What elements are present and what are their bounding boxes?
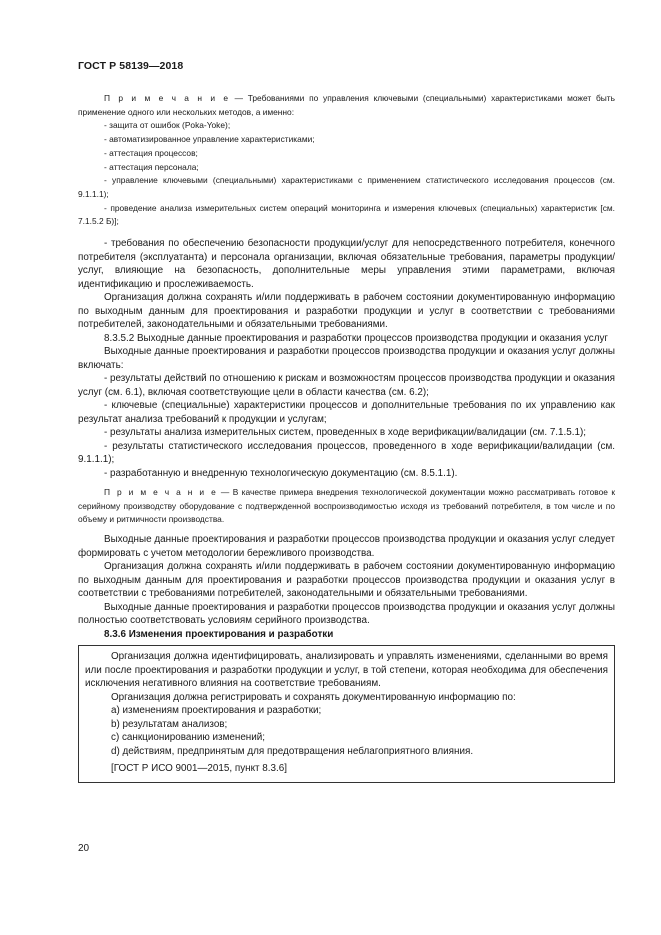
paragraph-lean-production: Выходные данные проектирования и разработки процессов производства продукции и оказания услуг следует формировать с учетом методологии бережливого производства. xyxy=(78,534,615,559)
paragraph-outputs-include: Выходные данные проектирования и разработки процессов производства продукции и оказания услуг должны включать: xyxy=(78,346,615,371)
box-list-item: с) санкционированию изменений; xyxy=(111,732,266,744)
note-1-intro xyxy=(78,92,615,119)
section-heading-8-3-6: 8.3.6 Изменения проектирования и разработки xyxy=(104,628,334,640)
iso-quote-box xyxy=(78,645,615,783)
box-paragraph-register: Организация должна регистрировать и сохранять документированную информацию по: xyxy=(111,691,516,703)
page-number: 20 xyxy=(78,843,90,854)
box-list-item: b) результатам анализов; xyxy=(111,718,228,730)
note-block-2 xyxy=(78,486,615,527)
note-block-1 xyxy=(78,92,615,229)
section-heading-8-3-5-2: 8.3.5.2 Выходные данные проектирования и разработки процессов производства продукции и оказания услуг xyxy=(104,332,609,344)
paragraph-documentation-design: Организация должна сохранять и/или поддерживать в рабочем состоянии документированную информацию по выходным данным для проектирования и разработки продукции и услуг в соответствии с требованиями потребителей, законодательными и обязательными требованиями. xyxy=(78,292,615,331)
note-1-item: - проведение анализа измерительных систем операций мониторинга и измерения ключевых (специальных) характеристик [см. 7.1.5.2 Б)]; xyxy=(78,202,615,227)
note-1-item: - автоматизированное управление характеристиками; xyxy=(104,134,315,145)
note-1-intro-text: — Требованиями по управления ключевыми (специальными) характеристиками может быть применение одного или нескольких методов, а именно: xyxy=(78,93,615,117)
page-header-title: ГОСТ Р 58139—2018 xyxy=(78,60,184,72)
box-list-item: d) действиям, предпринятым для предотвращения неблагоприятного влияния. xyxy=(111,745,474,757)
box-list-item: а) изменениям проектирования и разработки; xyxy=(111,705,322,717)
document-content xyxy=(78,92,615,783)
box-reference: [ГОСТ Р ИСО 9001—2015, пункт 8.3.6] xyxy=(111,763,288,775)
note-1-item: - защита от ошибок (Poka-Yoke); xyxy=(104,120,231,131)
output-list-item: - результаты анализа измерительных систем, проведенных в ходе верификации/валидации (см. 7.1.5.1); xyxy=(104,427,587,439)
safety-requirements-item: - требования по обеспечению безопасности продукции/услуг для непосредственного потребителя, конечного потребителя (эксплуатанта) и персонала организации, включая обязательные требования, параметры продукции/услуг, влияющие на безопасность, дополнительные меры управления этими параметрами, включая идентификацию и прослеживаемость. xyxy=(78,238,615,290)
note-2-text: — В качестве примера внедрения технологической документации можно рассматривать готовое к серийному производству оборудование с подтвержденной воспроизводимостью исходя из требований потребителя, в том числе и по объему и ритмичности производства. xyxy=(78,487,615,525)
output-list-item: - результаты действий по отношению к рискам и возможностям процессов производства продукции и оказания услуг (см. 6.1), включая соответствующие цели в области качества (см. 6.2); xyxy=(78,373,615,398)
note-1-item: - аттестация процессов; xyxy=(104,147,198,158)
note-1-item: - аттестация персонала; xyxy=(104,161,199,172)
output-list-item: - результаты статистического исследования процессов, проведенного в ходе верификации/валидации (см. 9.1.1.1); xyxy=(78,440,615,466)
box-paragraph-identify-changes: Организация должна идентифицировать, анализировать и управлять изменениями, сделанными во время или после проектирования и разработки продукции и услуг, в той степени, которая необходима для обеспечения исключения негативного влияния на соответствие требованиям. xyxy=(85,651,608,690)
note-1-label: П р и м е ч а н и е xyxy=(104,93,230,103)
output-list-item: - разработанную и внедренную технологическую документацию (см. 8.5.1.1). xyxy=(104,467,458,479)
paragraph-serial-production: Выходные данные проектирования и разработки процессов производства продукции и оказания услуг должны полностью соответствовать условиям серийного производства. xyxy=(78,601,615,627)
output-list-item: - ключевые (специальные) характеристики процессов и дополнительные требования по их управлению как результат анализа требований к продукции и услугам; xyxy=(78,400,615,425)
note-2-label: П р и м е ч а н и е xyxy=(104,487,218,498)
paragraph-documentation-process: Организация должна сохранять и/или поддерживать в рабочем состоянии документированную информацию по выходным данным для проектирования и разработки процессов производства продукции и оказания услуг в соответствии с требованиями потребителей, законодательными и обязательными требованиями. xyxy=(78,561,615,600)
note-1-item: - управление ключевыми (специальными) характеристиками с применением статистического исследования процессов (см. 9.1.1.1); xyxy=(78,175,615,199)
